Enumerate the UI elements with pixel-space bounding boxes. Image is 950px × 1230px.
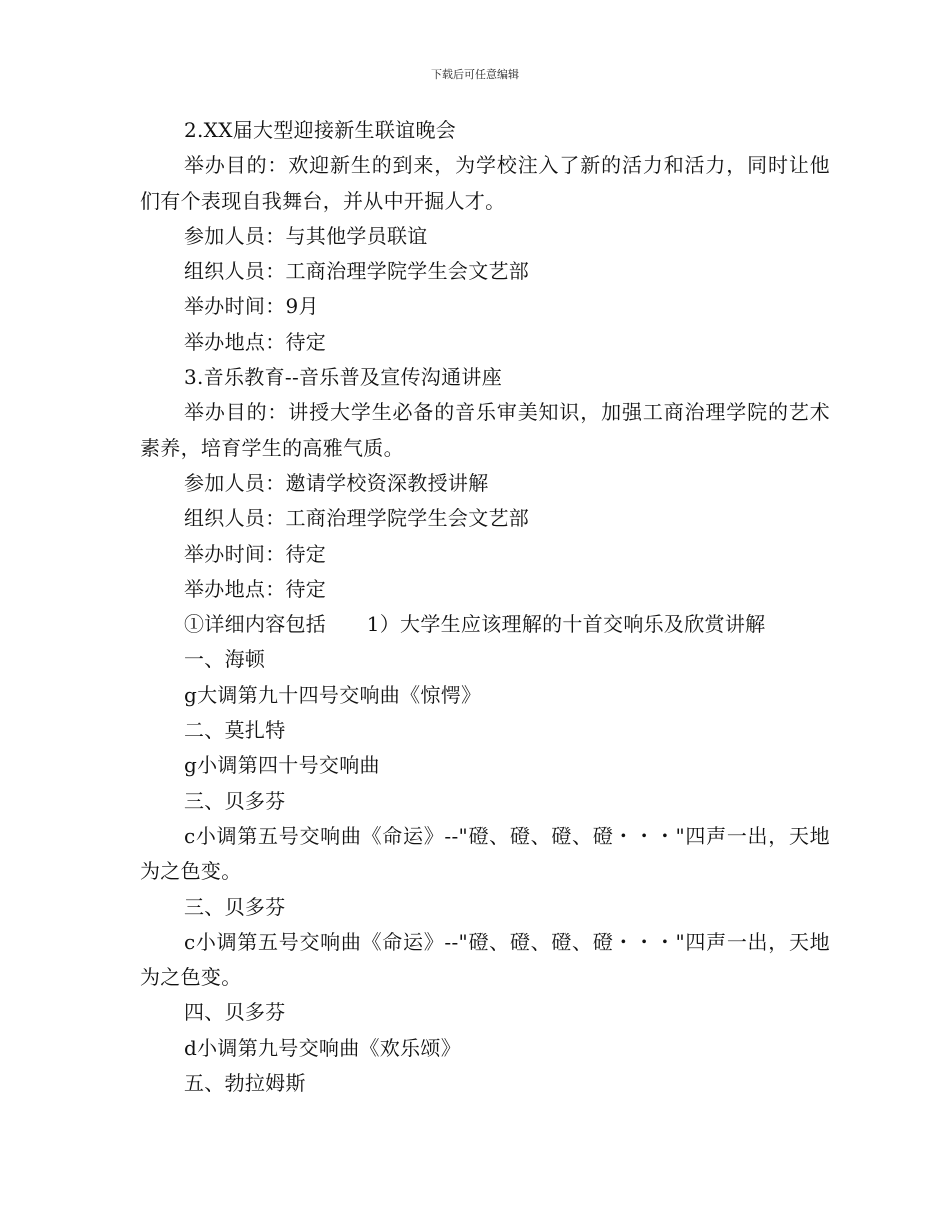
section-heading: 2.XX届大型迎接新生联谊晚会 xyxy=(184,118,457,142)
paragraph: 举办地点：待定 xyxy=(184,576,327,601)
paragraph: 举办时间：待定 xyxy=(184,541,327,566)
paragraph: 举办地点：待定 xyxy=(184,329,327,354)
document-body xyxy=(140,113,830,1101)
paragraph: 参加人员：与其他学员联谊 xyxy=(184,223,428,248)
list-item: c小调第五号交响曲《命运》--"磴、磴、磴、磴・・・"四声一出，天地为之色变。 xyxy=(140,929,830,990)
list-item: 三、贝多芬 xyxy=(184,894,286,919)
list-item: d小调第九号交响曲《欢乐颂》 xyxy=(184,1035,462,1060)
list-item: 二、莫扎特 xyxy=(184,718,286,743)
list-item: 四、贝多芬 xyxy=(184,1000,286,1025)
paragraph: 举办目的：欢迎新生的到来，为学校注入了新的活力和活力，同时让他们有个表现自我舞台，并从中开掘人才。 xyxy=(140,153,830,213)
paragraph: 参加人员：邀请学校资深教授讲解 xyxy=(184,470,489,495)
list-item: 一、海顿 xyxy=(184,647,266,672)
list-item: c小调第五号交响曲《命运》--"磴、磴、磴、磴・・・"四声一出，天地为之色变。 xyxy=(140,823,830,884)
paragraph: 举办目的：讲授大学生必备的音乐审美知识，加强工商治理学院的艺术素养，培育学生的高雅气质。 xyxy=(140,400,830,460)
paragraph: 组织人员：工商治理学院学生会文艺部 xyxy=(184,259,530,284)
paragraph: 组织人员：工商治理学院学生会文艺部 xyxy=(184,506,530,531)
header-note: 下载后可任意编辑 xyxy=(431,68,519,81)
paragraph: ①详细内容包括 1）大学生应该理解的十首交响乐及欣赏讲解 xyxy=(184,612,766,637)
list-item: 五、勃拉姆斯 xyxy=(184,1071,306,1096)
section-heading: 3.音乐教育--音乐普及宣传沟通讲座 xyxy=(184,365,502,390)
list-item: 三、贝多芬 xyxy=(184,788,286,813)
paragraph: 举办时间：9月 xyxy=(184,294,319,319)
list-item: g大调第九十四号交响曲《惊愕》 xyxy=(184,682,482,707)
list-item: g小调第四十号交响曲 xyxy=(184,753,380,778)
